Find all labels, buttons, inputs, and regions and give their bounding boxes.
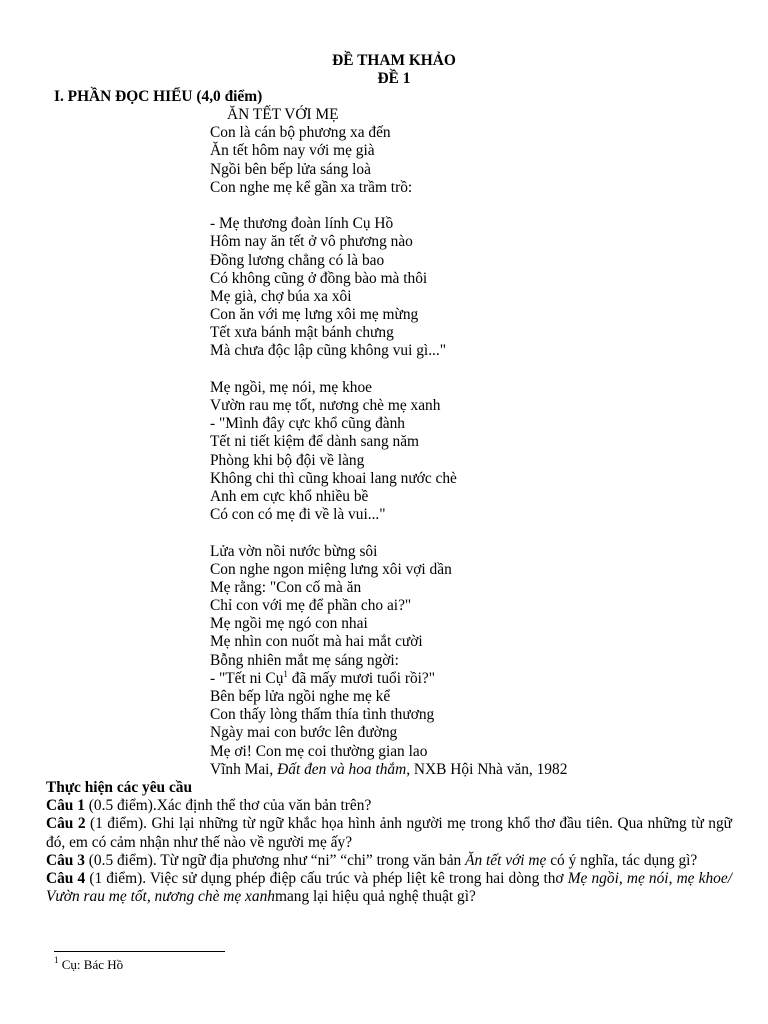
poem-line: Ngày mai con bước lên đường	[210, 724, 398, 742]
poem-line: Có con có mẹ đi về là vui..."	[210, 506, 386, 524]
poem-stanza-4	[210, 543, 730, 761]
poem-line-text: - "Tết ni Cụ	[210, 669, 284, 687]
poem-line: Có không cũng ở đồng bào mà thôi	[210, 269, 428, 287]
questions	[46, 779, 732, 906]
poem-line: Con nghe ngon miệng lưng xôi vợi dần	[210, 560, 452, 578]
poem-line: Chỉ con với mẹ để phần cho ai?"	[210, 597, 412, 615]
poem-line: Tết ni tiết kiệm để dành sang năm	[210, 433, 419, 451]
question-text: (1 điểm). Ghi lại những từ ngữ khắc họa hình ảnh người mẹ trong khổ thơ đầu tiên. Qua những từ ngữ đó, em có cảm nhận như thế nào về người mẹ ấy?	[46, 815, 732, 851]
poem-line: Mẹ ơi! Con mẹ coi thường gian lao	[210, 742, 428, 760]
poem-line: Mẹ ngồi mẹ ngó con nhai	[210, 615, 368, 633]
question-text: mang lại hiệu quả nghệ thuật gì?	[274, 888, 476, 906]
question-text: (0.5 điểm).Xác định thể thơ của văn bản trên?	[84, 797, 372, 815]
poem-line: Vườn rau mẹ tốt, nương chè mẹ xanh	[210, 397, 441, 414]
poem-line: Anh em cực khổ nhiều bề	[210, 487, 369, 505]
poem-source	[210, 761, 730, 779]
poem-stanza-2	[210, 215, 730, 361]
question-label: Câu 1	[46, 797, 85, 815]
poem-line-text: đã mấy mươi tuổi rồi?"	[287, 669, 436, 687]
document-title: ĐỀ THAM KHẢO	[332, 52, 456, 69]
poem-line: Ngồi bên bếp lửa sáng loà	[210, 160, 371, 178]
question-text: (0.5 điểm). Từ ngữ địa phương như “ni” “chi” trong văn bản	[84, 851, 466, 869]
poem-line: - Mẹ thương đoàn lính Cụ Hồ	[210, 215, 394, 233]
poem	[210, 106, 730, 779]
poem-line: Không chi thì cũng khoai lang nước chè	[210, 469, 457, 487]
question-italic: Mẹ ngồi, mẹ nói, mẹ khoe/ Vườn rau mẹ tốt, nương chè mẹ xanh	[46, 870, 732, 906]
question-text: có ý nghĩa, tác dụng gì?	[546, 851, 698, 869]
question-label: Câu 3	[46, 851, 85, 869]
poem-line: Mẹ rằng: "Con cố mà ăn	[210, 578, 362, 596]
question-2	[46, 815, 732, 851]
footnote	[54, 957, 123, 973]
section-heading: I. PHẦN ĐỌC HIỂU (4,0 điểm)	[54, 88, 263, 105]
poem-line: Đồng lương chẳng có là bao	[210, 251, 385, 269]
poem-line: Phòng khi bộ đội về làng	[210, 451, 365, 469]
question-label: Câu 2	[46, 815, 86, 833]
footnote-separator	[54, 951, 225, 952]
source-publisher: , NXB Hội Nhà văn, 1982	[406, 760, 568, 778]
question-4	[46, 870, 732, 906]
poem-line: Ăn tết hôm nay với mẹ già	[210, 142, 375, 160]
question-label: Câu 4	[46, 870, 86, 888]
footnote-ref: 1	[283, 668, 288, 679]
question-text: (1 điểm). Việc sử dụng phép điệp cấu trúc và phép liệt kê trong hai dòng thơ	[85, 870, 568, 888]
source-book: Đất đen và hoa thắm	[277, 760, 407, 778]
document-subtitle: ĐỀ 1	[377, 70, 411, 87]
poem-stanza-3	[210, 379, 730, 525]
poem-line: Mẹ già, chợ búa xa xôi	[210, 287, 352, 305]
question-1	[46, 797, 732, 815]
poem-line: Mẹ ngồi, mẹ nói, mẹ khoe	[210, 378, 372, 396]
poem-line: Con là cán bộ phương xa đến	[210, 124, 391, 142]
poem-line: Con ăn với mẹ lưng xôi mẹ mừng	[210, 306, 419, 324]
poem-stanza-1	[210, 124, 730, 197]
question-3	[46, 852, 732, 870]
poem-title: ĂN TẾT VỚI MẸ	[227, 106, 339, 123]
poem-line: Tết xưa bánh mật bánh chưng	[210, 324, 394, 342]
poem-line: - "Mình đây cực khổ cũng đành	[210, 415, 405, 433]
source-author: Vĩnh Mai,	[210, 760, 274, 778]
footnote-mark: 1	[54, 955, 59, 965]
poem-line: Lửa vờn nồi nước bừng sôi	[210, 542, 378, 560]
poem-line-footnoted	[210, 670, 730, 688]
question-italic: Ăn tết với mẹ	[465, 851, 547, 869]
poem-line: Hôm nay ăn tết ở vô phương nào	[210, 233, 413, 251]
poem-line: Con nghe mẹ kể gần xa trầm trồ:	[210, 178, 413, 196]
poem-line: Con thấy lòng thấm thía tình thương	[210, 706, 435, 724]
tasks-heading: Thực hiện các yêu cầu	[46, 779, 193, 796]
poem-line: Bỗng nhiên mắt mẹ sáng ngời:	[210, 651, 399, 669]
poem-line: Mà chưa độc lập cũng không vui gì..."	[210, 342, 447, 360]
poem-line: Bên bếp lửa ngồi nghe mẹ kể	[210, 688, 391, 705]
poem-line: Mẹ nhìn con nuốt mà hai mắt cười	[210, 633, 423, 651]
footnote-text: Cụ: Bác Hồ	[58, 957, 124, 972]
